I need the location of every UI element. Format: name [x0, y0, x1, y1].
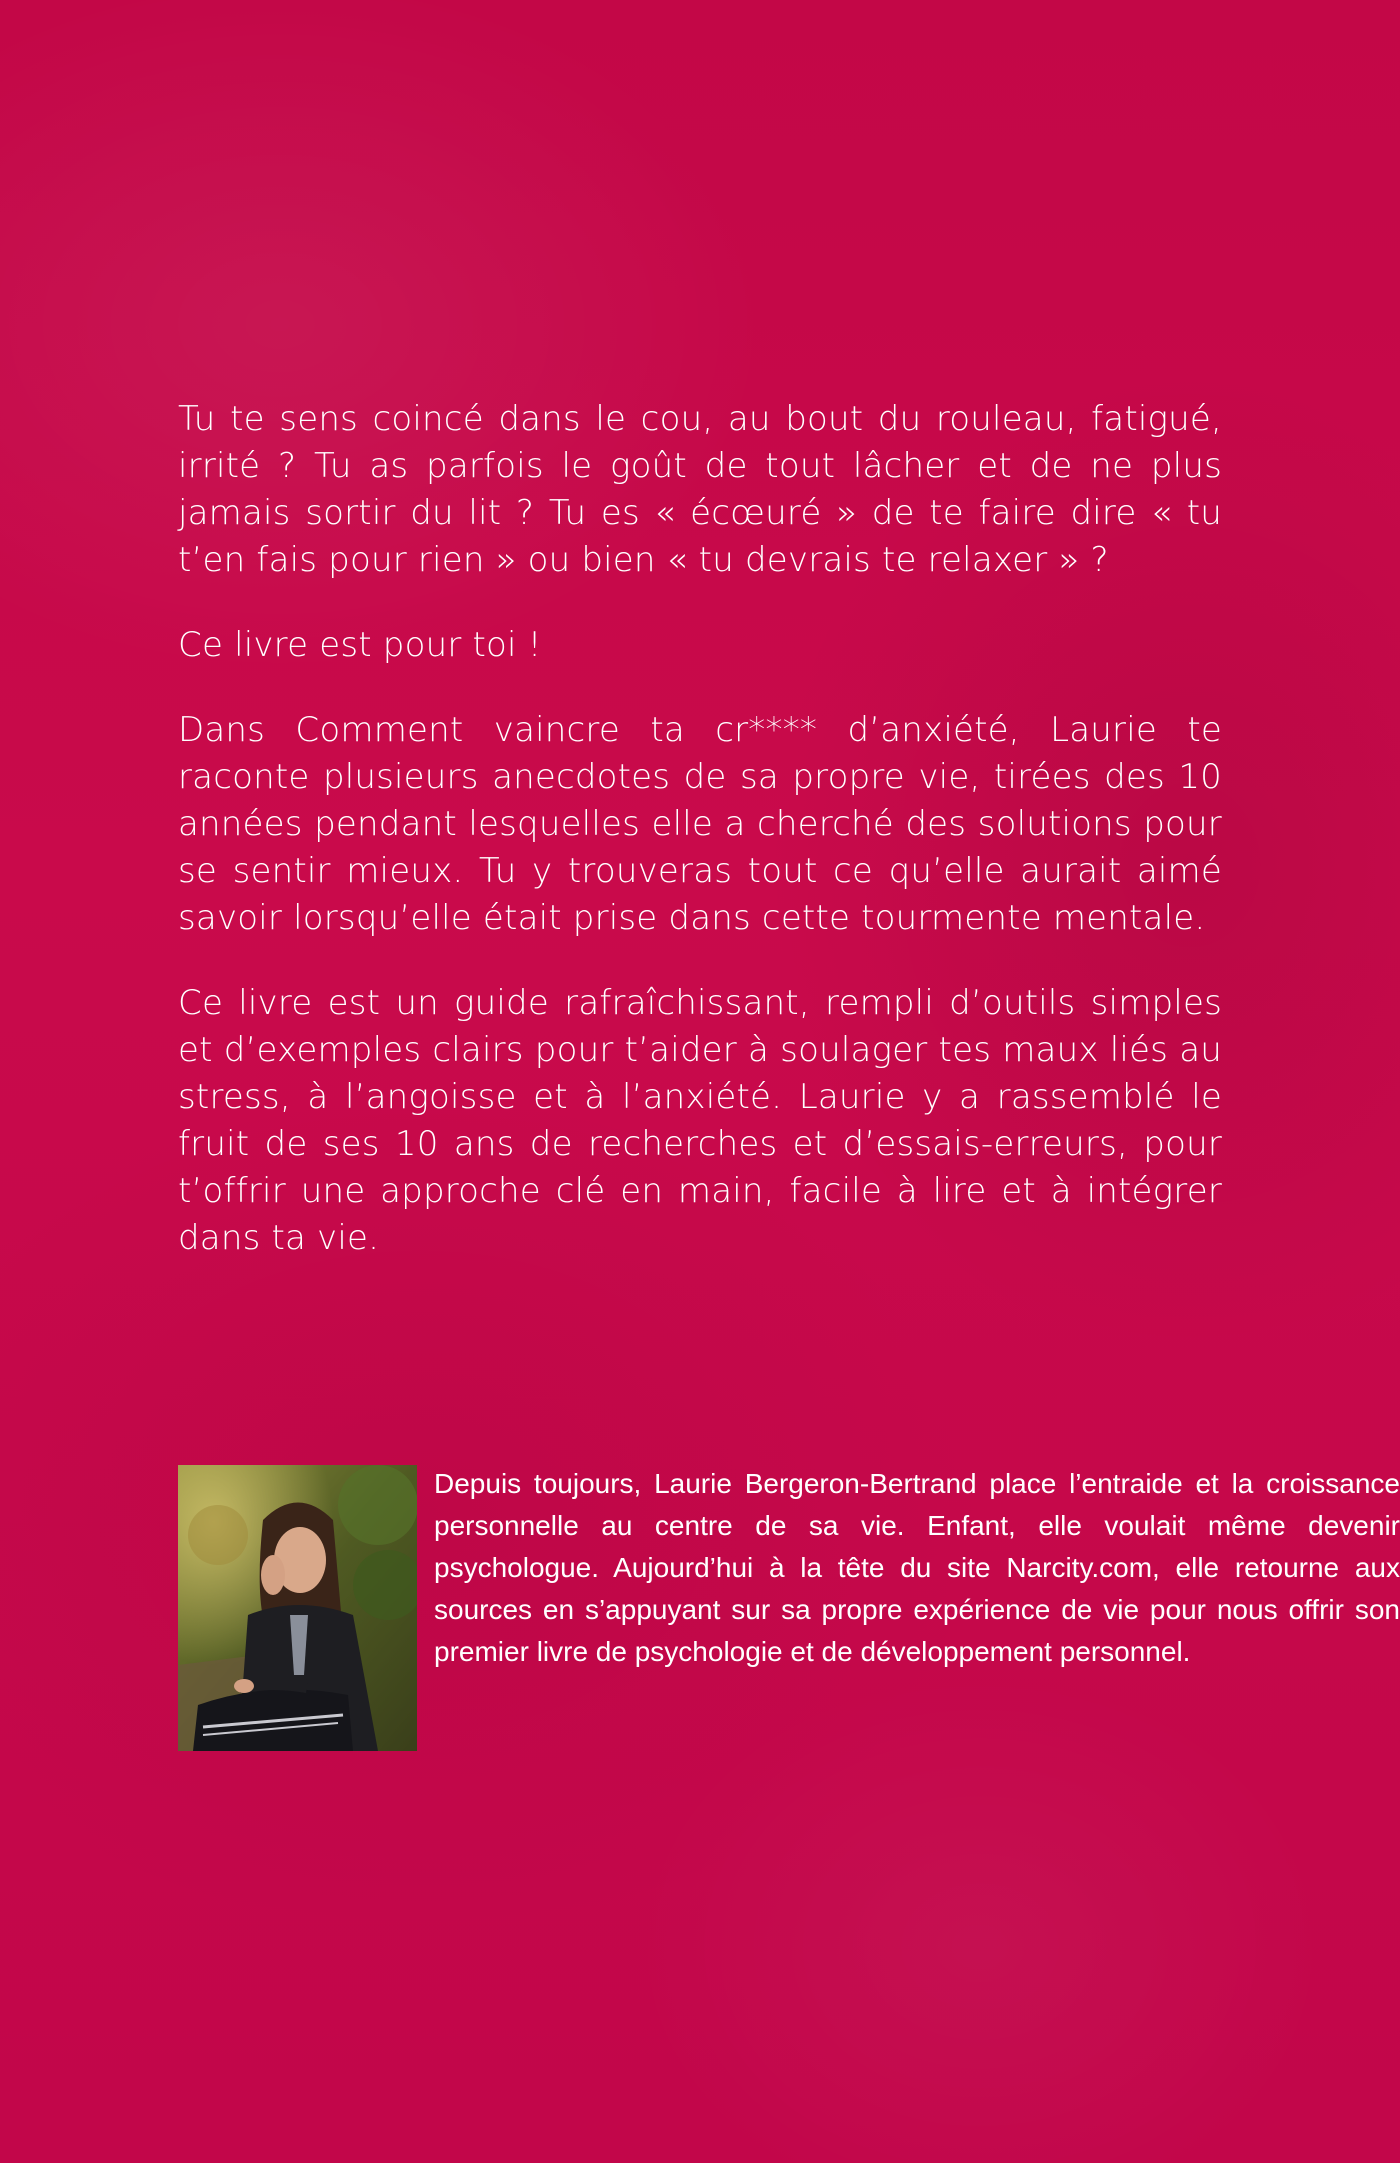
author-photo [178, 1465, 417, 1751]
blurb-paragraph-1: Tu te sens coincé dans le cou, au bout du rouleau, fatigué, irrité ? Tu as parfois le goût de tout lâcher et de ne plus jamais sortir du lit ? Tu es « écœuré » de te faire dire « tu t’en fais pour rien » ou bien « tu devrais te relaxer » ? [178, 399, 1222, 580]
blurb [178, 396, 1222, 1300]
author-bio [434, 1463, 1400, 1673]
author-section [178, 1463, 1400, 1753]
blurb-paragraph-2: Ce livre est pour toi ! [178, 625, 542, 665]
author-bio-text: Depuis toujours, Laurie Bergeron-Bertrand place l’entraide et la croissance personnelle au centre de sa vie. Enfant, elle voulait même devenir psychologue. Aujourd’hui à la tête du site Narcity.com, elle retourne aux sources en s’appuyant sur sa propre expérience de vie pour nous offrir son premier livre de psychologie et de développement personnel. [434, 1468, 1400, 1667]
blurb-paragraph-3: Dans Comment vaincre ta cr**** d’anxiété, Laurie te raconte plusieurs anecdotes de sa propre vie, tirées des 10 années pendant lesquelles elle a cherché des solutions pour se sentir mieux. Tu y trouveras tout ce qu’elle aurait aimé savoir lorsqu’elle était prise dans cette tourmente mentale. [178, 710, 1222, 938]
blurb-paragraph-4: Ce livre est un guide rafraîchissant, rempli d’outils simples et d’exemples clairs pour t’aider à soulager tes maux liés au stress, à l’angoisse et à l’anxiété. Laurie y a rassemblé le fruit de ses 10 ans de recherches et d’essais-erreurs, pour t’offrir une approche clé en main, facile à lire et à intégrer dans ta vie. [178, 983, 1222, 1258]
